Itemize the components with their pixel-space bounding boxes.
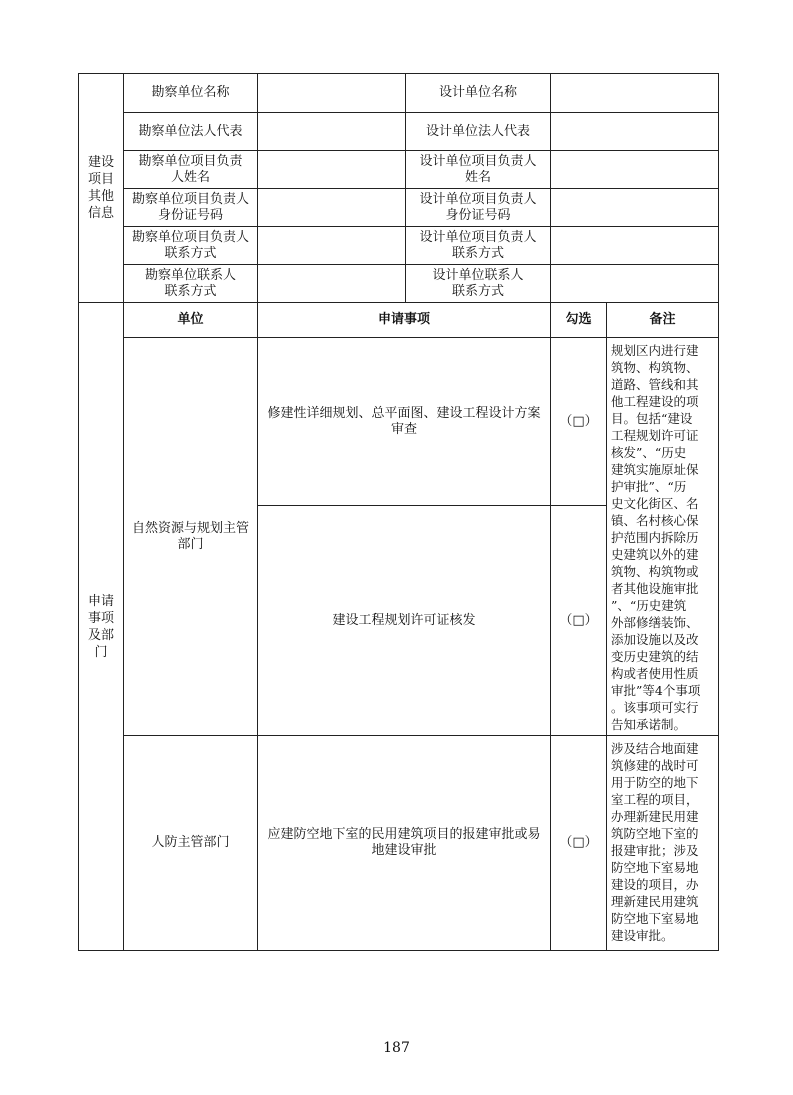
design-manager-contact-label: 设计单位项目负责人 联系方式 (406, 227, 551, 265)
design-legal-rep-label: 设计单位法人代表 (406, 113, 551, 151)
item-civil-defense-approval: 应建防空地下室的民用建筑项目的报建审批或易 地建设审批 (258, 736, 551, 951)
survey-manager-id-field[interactable] (258, 189, 406, 227)
survey-unit-name-label: 勘察单位名称 (124, 74, 258, 113)
survey-manager-id-label: 勘察单位项目负责人 身份证号码 (124, 189, 258, 227)
table-header-row (79, 303, 719, 338)
design-manager-id-label: 设计单位项目负责人 身份证号码 (406, 189, 551, 227)
table-row (79, 113, 719, 151)
table-row (79, 151, 719, 189)
column-header-note: 备注 (607, 303, 719, 338)
survey-unit-name-field[interactable] (258, 74, 406, 113)
page-number: 187 (383, 1040, 410, 1056)
table-row (79, 736, 719, 951)
survey-legal-rep-field[interactable] (258, 113, 406, 151)
survey-manager-contact-field[interactable] (258, 227, 406, 265)
survey-manager-name-label: 勘察单位项目负责 人姓名 (124, 151, 258, 189)
note-natural-resources: 规划区内进行建 筑物、构筑物、 道路、管线和其 他工程建设的项 目。包括“建设 工程规划许可证 核发”、“历史 建筑实施原址保 护审批”、“历 史文化街区、名 镇、名村核心保 护范围内拆除历 史建筑以外的建 筑物、构筑物或 者其他设施审批 ”、“历史建筑 外部修缮装饰、 添加设施以及改 变历史建筑的结 构或者使用性质 审批”等4个事项 。该事项可实行 告知承诺制。 (607, 338, 719, 736)
survey-legal-rep-label: 勘察单位法人代表 (124, 113, 258, 151)
table-row (79, 338, 719, 506)
section-label-application: 申请 事项 及部 门 (79, 303, 124, 951)
table-row (79, 74, 719, 113)
design-manager-contact-field[interactable] (551, 227, 719, 265)
design-contact-label: 设计单位联系人 联系方式 (406, 265, 551, 303)
item-detailed-plan-review: 修建性详细规划、总平面图、建设工程设计方案 审查 (258, 338, 551, 506)
application-form-table (78, 73, 719, 951)
survey-contact-field[interactable] (258, 265, 406, 303)
note-civil-defense: 涉及结合地面建 筑修建的战时可 用于防空的地下 室工程的项目， 办理新建民用建 筑防空地下室的 报建审批；涉及 防空地下室易地 建设的项目，办 理新建民用建筑 防空地下室易地 建设审批。 (607, 736, 719, 951)
survey-contact-label: 勘察单位联系人 联系方式 (124, 265, 258, 303)
table-row (79, 227, 719, 265)
column-header-item: 申请事项 (258, 303, 551, 338)
checkbox-planning-permit[interactable]: （□） (551, 506, 607, 736)
checkbox-detailed-plan-review[interactable]: （□） (551, 338, 607, 506)
unit-civil-defense: 人防主管部门 (124, 736, 258, 951)
table-row (79, 189, 719, 227)
table-row (79, 265, 719, 303)
design-manager-name-field[interactable] (551, 151, 719, 189)
column-header-unit: 单位 (124, 303, 258, 338)
item-planning-permit: 建设工程规划许可证核发 (258, 506, 551, 736)
design-unit-name-field[interactable] (551, 74, 719, 113)
design-manager-id-field[interactable] (551, 189, 719, 227)
survey-manager-name-field[interactable] (258, 151, 406, 189)
survey-manager-contact-label: 勘察单位项目负责人 联系方式 (124, 227, 258, 265)
design-contact-field[interactable] (551, 265, 719, 303)
unit-natural-resources: 自然资源与规划主管 部门 (124, 338, 258, 736)
design-legal-rep-field[interactable] (551, 113, 719, 151)
section-label-project-info: 建设 项目 其他 信息 (79, 74, 124, 303)
column-header-check: 勾选 (551, 303, 607, 338)
checkbox-civil-defense-approval[interactable]: （□） (551, 736, 607, 951)
design-unit-name-label: 设计单位名称 (406, 74, 551, 113)
design-manager-name-label: 设计单位项目负责人 姓名 (406, 151, 551, 189)
